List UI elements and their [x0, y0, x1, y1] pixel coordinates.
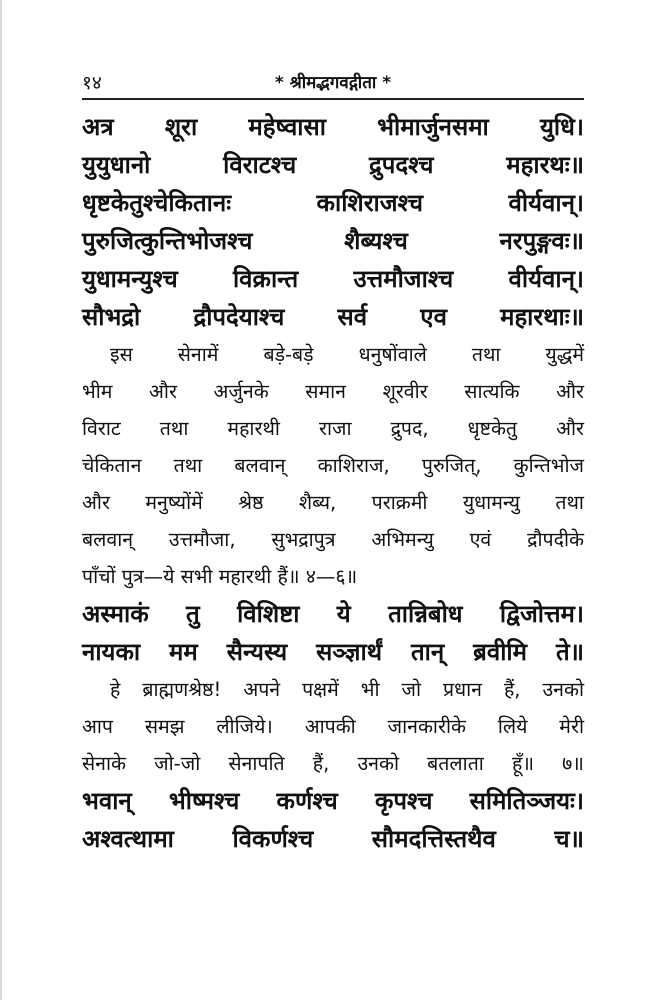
verse-line: युयुधानो विराटश्च द्रुपदश्च महारथः॥	[82, 151, 584, 179]
running-title: * श्रीमद्भगवद्गीता *	[274, 73, 392, 93]
translation-line: आप समझ लीजिये। आपकी जानकारीके लिये मेरी	[82, 715, 584, 738]
verse-line: धृष्टकेतुश्चेकितानः काशिराजश्च वीर्यवान्।	[82, 189, 584, 217]
translation-block-1	[82, 336, 584, 595]
verse-block-1	[82, 108, 584, 336]
page-body	[82, 108, 584, 858]
verse-line: पुरुजित्कुन्तिभोजश्च शैब्यश्च नरपुङ्गवः॥	[82, 227, 584, 255]
verse-line: युधामन्युश्च विक्रान्त उत्तमौजाश्च वीर्यवान्।	[82, 265, 584, 293]
verse-line: भवान् भीष्मश्च कर्णश्च कृपश्च समितिञ्जयः।	[82, 787, 584, 815]
translation-line: इस सेनामें बड़े-बड़े धनुषोंवाले तथा युद्धमें	[110, 343, 584, 366]
translation-line: चेकितान तथा बलवान् काशिराज, पुरुजित्, कुन्तिभोज	[82, 454, 584, 477]
translation-line: भीम और अर्जुनके समान शूरवीर सात्यकि और	[82, 380, 584, 403]
verse-block-2	[82, 595, 584, 671]
translation-line: विराट तथा महारथी राजा द्रुपद, धृष्टकेतु और	[82, 417, 584, 440]
translation-line: हे ब्राह्मणश्रेष्ठ! अपने पक्षमें भी जो प्रधान हैं, उनको	[110, 678, 584, 701]
verse-line: अश्वत्थामा विकर्णश्च सौमदत्तिस्तथैव च॥	[82, 825, 584, 853]
translation-block-2	[82, 671, 584, 782]
translation-line: बलवान् उत्तमौजा, सुभद्रापुत्र अभिमन्यु एवं द्रौपदीके	[82, 528, 584, 551]
page-number: १४	[82, 72, 102, 94]
verse-block-3	[82, 782, 584, 858]
translation-line: पाँचों पुत्र—ये सभी महारथी हैं॥ ४—६॥	[82, 565, 358, 588]
verse-line: अत्र शूरा महेष्वासा भीमार्जुनसमा युधि।	[82, 113, 584, 141]
page-header	[82, 70, 584, 100]
verse-line: अस्माकं तु विशिष्टा ये तान्निबोध द्विजोत्तम।	[82, 600, 584, 628]
translation-line: और मनुष्योंमें श्रेष्ठ शैब्य, पराक्रमी युधामन्यु तथा	[82, 491, 584, 514]
verse-line: नायका मम सैन्यस्य सञ्ज्ञार्थं तान् ब्रवीमि ते॥	[82, 638, 584, 666]
verse-line: सौभद्रो द्रौपदेयाश्च सर्व एव महारथाः॥	[82, 303, 584, 331]
translation-line: सेनाके जो-जो सेनापति हैं, उनको बतलाता हूँ॥ ७॥	[82, 752, 584, 775]
